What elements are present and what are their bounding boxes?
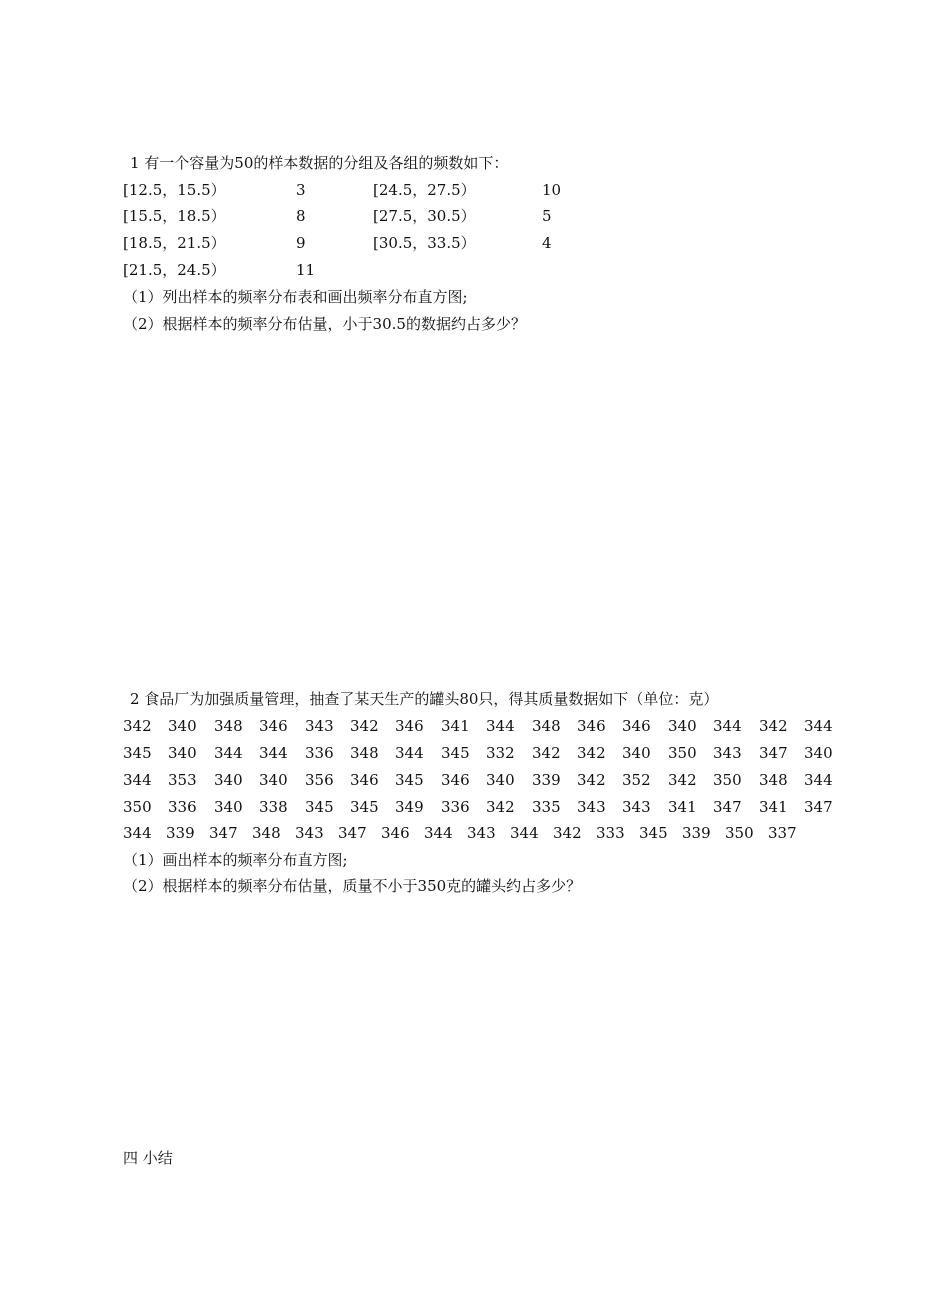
table-cell: 332 [486, 744, 515, 762]
group-frequency: 5 [542, 207, 552, 225]
table-cell: 346 [622, 717, 651, 735]
table-cell: 340 [486, 771, 515, 789]
table-cell: 343 [577, 798, 606, 816]
group-frequency: 4 [542, 234, 552, 252]
table-cell: 344 [123, 771, 152, 789]
summary-heading: 四 小结 [123, 1149, 173, 1167]
table-cell: 340 [622, 744, 651, 762]
table-cell: 348 [759, 771, 788, 789]
group-interval: [30.5，33.5） [373, 234, 476, 252]
table-cell: 350 [713, 771, 742, 789]
problem2-question-1: （1）画出样本的频率分布直方图; [123, 851, 348, 869]
table-cell: 346 [259, 717, 288, 735]
table-cell: 344 [424, 824, 453, 842]
table-cell: 341 [759, 798, 788, 816]
table-cell: 344 [259, 744, 288, 762]
table-cell: 340 [668, 717, 697, 735]
table-cell: 340 [214, 771, 243, 789]
table-cell: 346 [441, 771, 470, 789]
table-cell: 348 [350, 744, 379, 762]
table-cell: 344 [510, 824, 539, 842]
table-cell: 340 [214, 798, 243, 816]
table-cell: 345 [639, 824, 668, 842]
table-cell: 340 [804, 744, 833, 762]
table-cell: 340 [168, 717, 197, 735]
table-row [123, 743, 843, 763]
table-cell: 344 [713, 717, 742, 735]
table-cell: 342 [532, 744, 561, 762]
table-cell: 338 [259, 798, 288, 816]
table-cell: 350 [725, 824, 754, 842]
table-cell: 350 [668, 744, 697, 762]
table-cell: 346 [381, 824, 410, 842]
table-cell: 339 [166, 824, 195, 842]
table-cell: 348 [214, 717, 243, 735]
table-cell: 345 [305, 798, 334, 816]
table-cell: 342 [668, 771, 697, 789]
table-cell: 348 [252, 824, 281, 842]
problem1-question-1: （1）列出样本的频率分布表和画出频率分布直方图; [123, 288, 468, 306]
table-cell: 349 [395, 798, 424, 816]
table-cell: 339 [532, 771, 561, 789]
table-cell: 345 [350, 798, 379, 816]
table-cell: 336 [168, 798, 197, 816]
table-cell: 342 [553, 824, 582, 842]
group-interval: [12.5，15.5） [123, 181, 226, 199]
table-cell: 335 [532, 798, 561, 816]
table-cell: 345 [395, 771, 424, 789]
table-cell: 343 [622, 798, 651, 816]
table-cell: 345 [441, 744, 470, 762]
table-cell: 345 [123, 744, 152, 762]
problem2-question-2: （2）根据样本的频率分布估量，质量不小于350克的罐头约占多少？ [123, 877, 582, 895]
table-cell: 341 [441, 717, 470, 735]
problem1-question-2: （2）根据样本的频率分布估量，小于30.5的数据约占多少？ [123, 315, 526, 333]
table-cell: 344 [123, 824, 152, 842]
table-cell: 341 [668, 798, 697, 816]
table-cell: 344 [804, 771, 833, 789]
table-cell: 336 [305, 744, 334, 762]
table-cell: 342 [486, 798, 515, 816]
table-cell: 347 [338, 824, 367, 842]
table-cell: 333 [596, 824, 625, 842]
table-cell: 350 [123, 798, 152, 816]
group-frequency: 8 [296, 207, 306, 225]
table-cell: 340 [168, 744, 197, 762]
group-frequency: 11 [296, 261, 316, 279]
problem1-intro: 1 有一个容量为50的样本数据的分组及各组的频数如下： [130, 154, 509, 172]
table-cell: 343 [713, 744, 742, 762]
table-row [123, 716, 843, 736]
table-cell: 353 [168, 771, 197, 789]
table-cell: 344 [804, 717, 833, 735]
table-cell: 340 [259, 771, 288, 789]
group-frequency: 3 [296, 181, 306, 199]
table-cell: 343 [467, 824, 496, 842]
table-cell: 339 [682, 824, 711, 842]
table-cell: 336 [441, 798, 470, 816]
table-cell: 347 [804, 798, 833, 816]
table-cell: 348 [532, 717, 561, 735]
table-cell: 356 [305, 771, 334, 789]
table-cell: 346 [577, 717, 606, 735]
table-cell: 344 [214, 744, 243, 762]
table-cell: 347 [209, 824, 238, 842]
problem2-intro: 2 食品厂为加强质量管理，抽查了某天生产的罐头80只，得其质量数据如下（单位：克） [130, 690, 719, 708]
table-cell: 347 [713, 798, 742, 816]
group-interval: [15.5，18.5） [123, 207, 226, 225]
group-interval: [21.5，24.5） [123, 261, 226, 279]
table-cell: 352 [622, 771, 651, 789]
table-cell: 337 [768, 824, 797, 842]
table-cell: 342 [577, 744, 606, 762]
table-row [123, 823, 843, 843]
group-interval: [27.5，30.5） [373, 207, 476, 225]
table-cell: 343 [305, 717, 334, 735]
table-cell: 344 [395, 744, 424, 762]
table-row [123, 797, 843, 817]
table-cell: 347 [759, 744, 788, 762]
table-cell: 342 [123, 717, 152, 735]
table-row [123, 770, 843, 790]
table-cell: 342 [350, 717, 379, 735]
table-cell: 343 [295, 824, 324, 842]
group-frequency: 9 [296, 234, 306, 252]
group-frequency: 10 [542, 181, 562, 199]
group-interval: [18.5，21.5） [123, 234, 226, 252]
table-cell: 346 [350, 771, 379, 789]
group-interval: [24.5，27.5） [373, 181, 476, 199]
table-cell: 346 [395, 717, 424, 735]
table-cell: 342 [759, 717, 788, 735]
table-cell: 342 [577, 771, 606, 789]
table-cell: 344 [486, 717, 515, 735]
